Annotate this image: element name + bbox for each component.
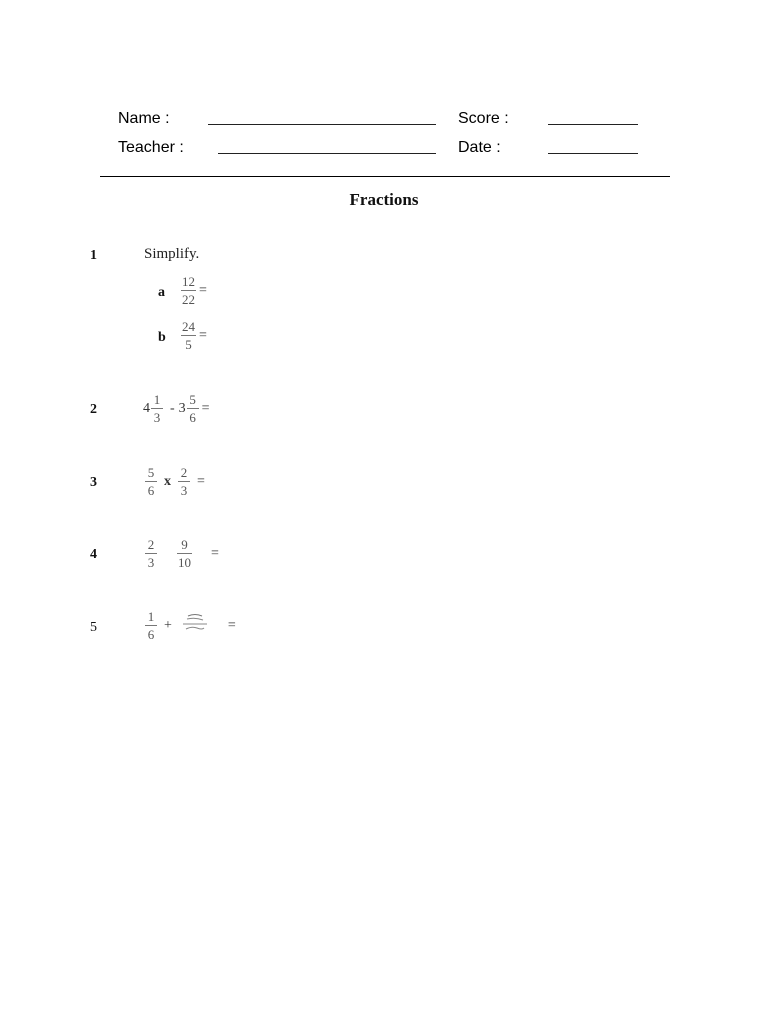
date-label: Date : <box>458 139 501 156</box>
fraction <box>181 274 196 307</box>
question-5-number: 5 <box>90 620 97 635</box>
teacher-field[interactable] <box>218 153 436 154</box>
denominator: 3 <box>147 555 155 570</box>
equals-sign: = <box>227 617 236 633</box>
question-3-number: 3 <box>90 475 97 490</box>
fraction-bar <box>145 625 157 626</box>
question-1a-label: a <box>158 285 165 300</box>
numerator: 5 <box>147 465 155 480</box>
plus-sign: + <box>164 617 172 633</box>
fraction-bar <box>181 290 196 291</box>
name-field[interactable] <box>208 124 436 125</box>
denominator: 6 <box>147 483 155 498</box>
denominator: 6 <box>147 627 155 642</box>
whole-number: 4 <box>143 400 150 416</box>
date-field[interactable] <box>548 153 638 154</box>
scribbled-fraction-icon <box>180 611 210 641</box>
fraction <box>177 537 192 570</box>
equals-sign: = <box>197 473 205 489</box>
numerator: 24 <box>182 319 195 334</box>
denominator: 22 <box>182 292 195 307</box>
denominator: 3 <box>180 483 188 498</box>
denominator: 10 <box>178 555 191 570</box>
fraction-bar <box>178 481 190 482</box>
page-title: Fractions <box>349 190 419 209</box>
numerator: 1 <box>153 392 161 407</box>
equals-sign: = <box>211 545 219 561</box>
numerator: 2 <box>180 465 188 480</box>
name-label: Name : <box>118 110 170 127</box>
header-divider <box>100 176 670 177</box>
denominator: 6 <box>189 410 196 425</box>
numerator: 9 <box>181 537 188 552</box>
fraction-bar <box>151 408 163 409</box>
equals-sign: = <box>199 282 207 298</box>
numerator: 2 <box>147 537 155 552</box>
numerator: 12 <box>182 274 195 289</box>
denominator: 5 <box>185 337 192 352</box>
equals-sign: = <box>201 400 210 416</box>
fraction-bar <box>187 408 199 409</box>
question-1a-expression <box>178 274 211 307</box>
fraction-bar <box>181 335 196 336</box>
question-1-instruction: Simplify. <box>144 246 200 262</box>
question-5-expression <box>142 609 240 642</box>
fraction-bar <box>145 553 157 554</box>
question-2-number: 2 <box>90 402 97 417</box>
teacher-label: Teacher : <box>118 139 184 156</box>
whole-number: 3 <box>178 400 186 416</box>
equals-sign: = <box>199 327 207 343</box>
fraction <box>145 465 157 498</box>
question-3-expression <box>142 465 209 498</box>
fraction <box>181 319 196 352</box>
question-4-expression <box>142 537 223 570</box>
fraction-bar <box>177 553 192 554</box>
numerator: 1 <box>147 609 155 624</box>
fraction-bar <box>145 481 157 482</box>
fraction <box>178 465 190 498</box>
fraction <box>151 392 163 425</box>
numerator: 5 <box>189 392 196 407</box>
question-4-number: 4 <box>90 547 97 562</box>
question-2-expression <box>143 392 214 425</box>
fraction <box>187 392 199 425</box>
fraction <box>145 609 157 642</box>
question-1b-label: b <box>158 330 166 345</box>
score-label: Score : <box>458 110 509 127</box>
question-1-number: 1 <box>90 248 97 263</box>
denominator: 3 <box>153 410 161 425</box>
fraction <box>145 537 157 570</box>
score-field[interactable] <box>548 124 638 125</box>
multiply-sign: x <box>164 473 171 489</box>
question-1b-expression <box>178 319 211 352</box>
minus-sign: - <box>170 400 175 416</box>
